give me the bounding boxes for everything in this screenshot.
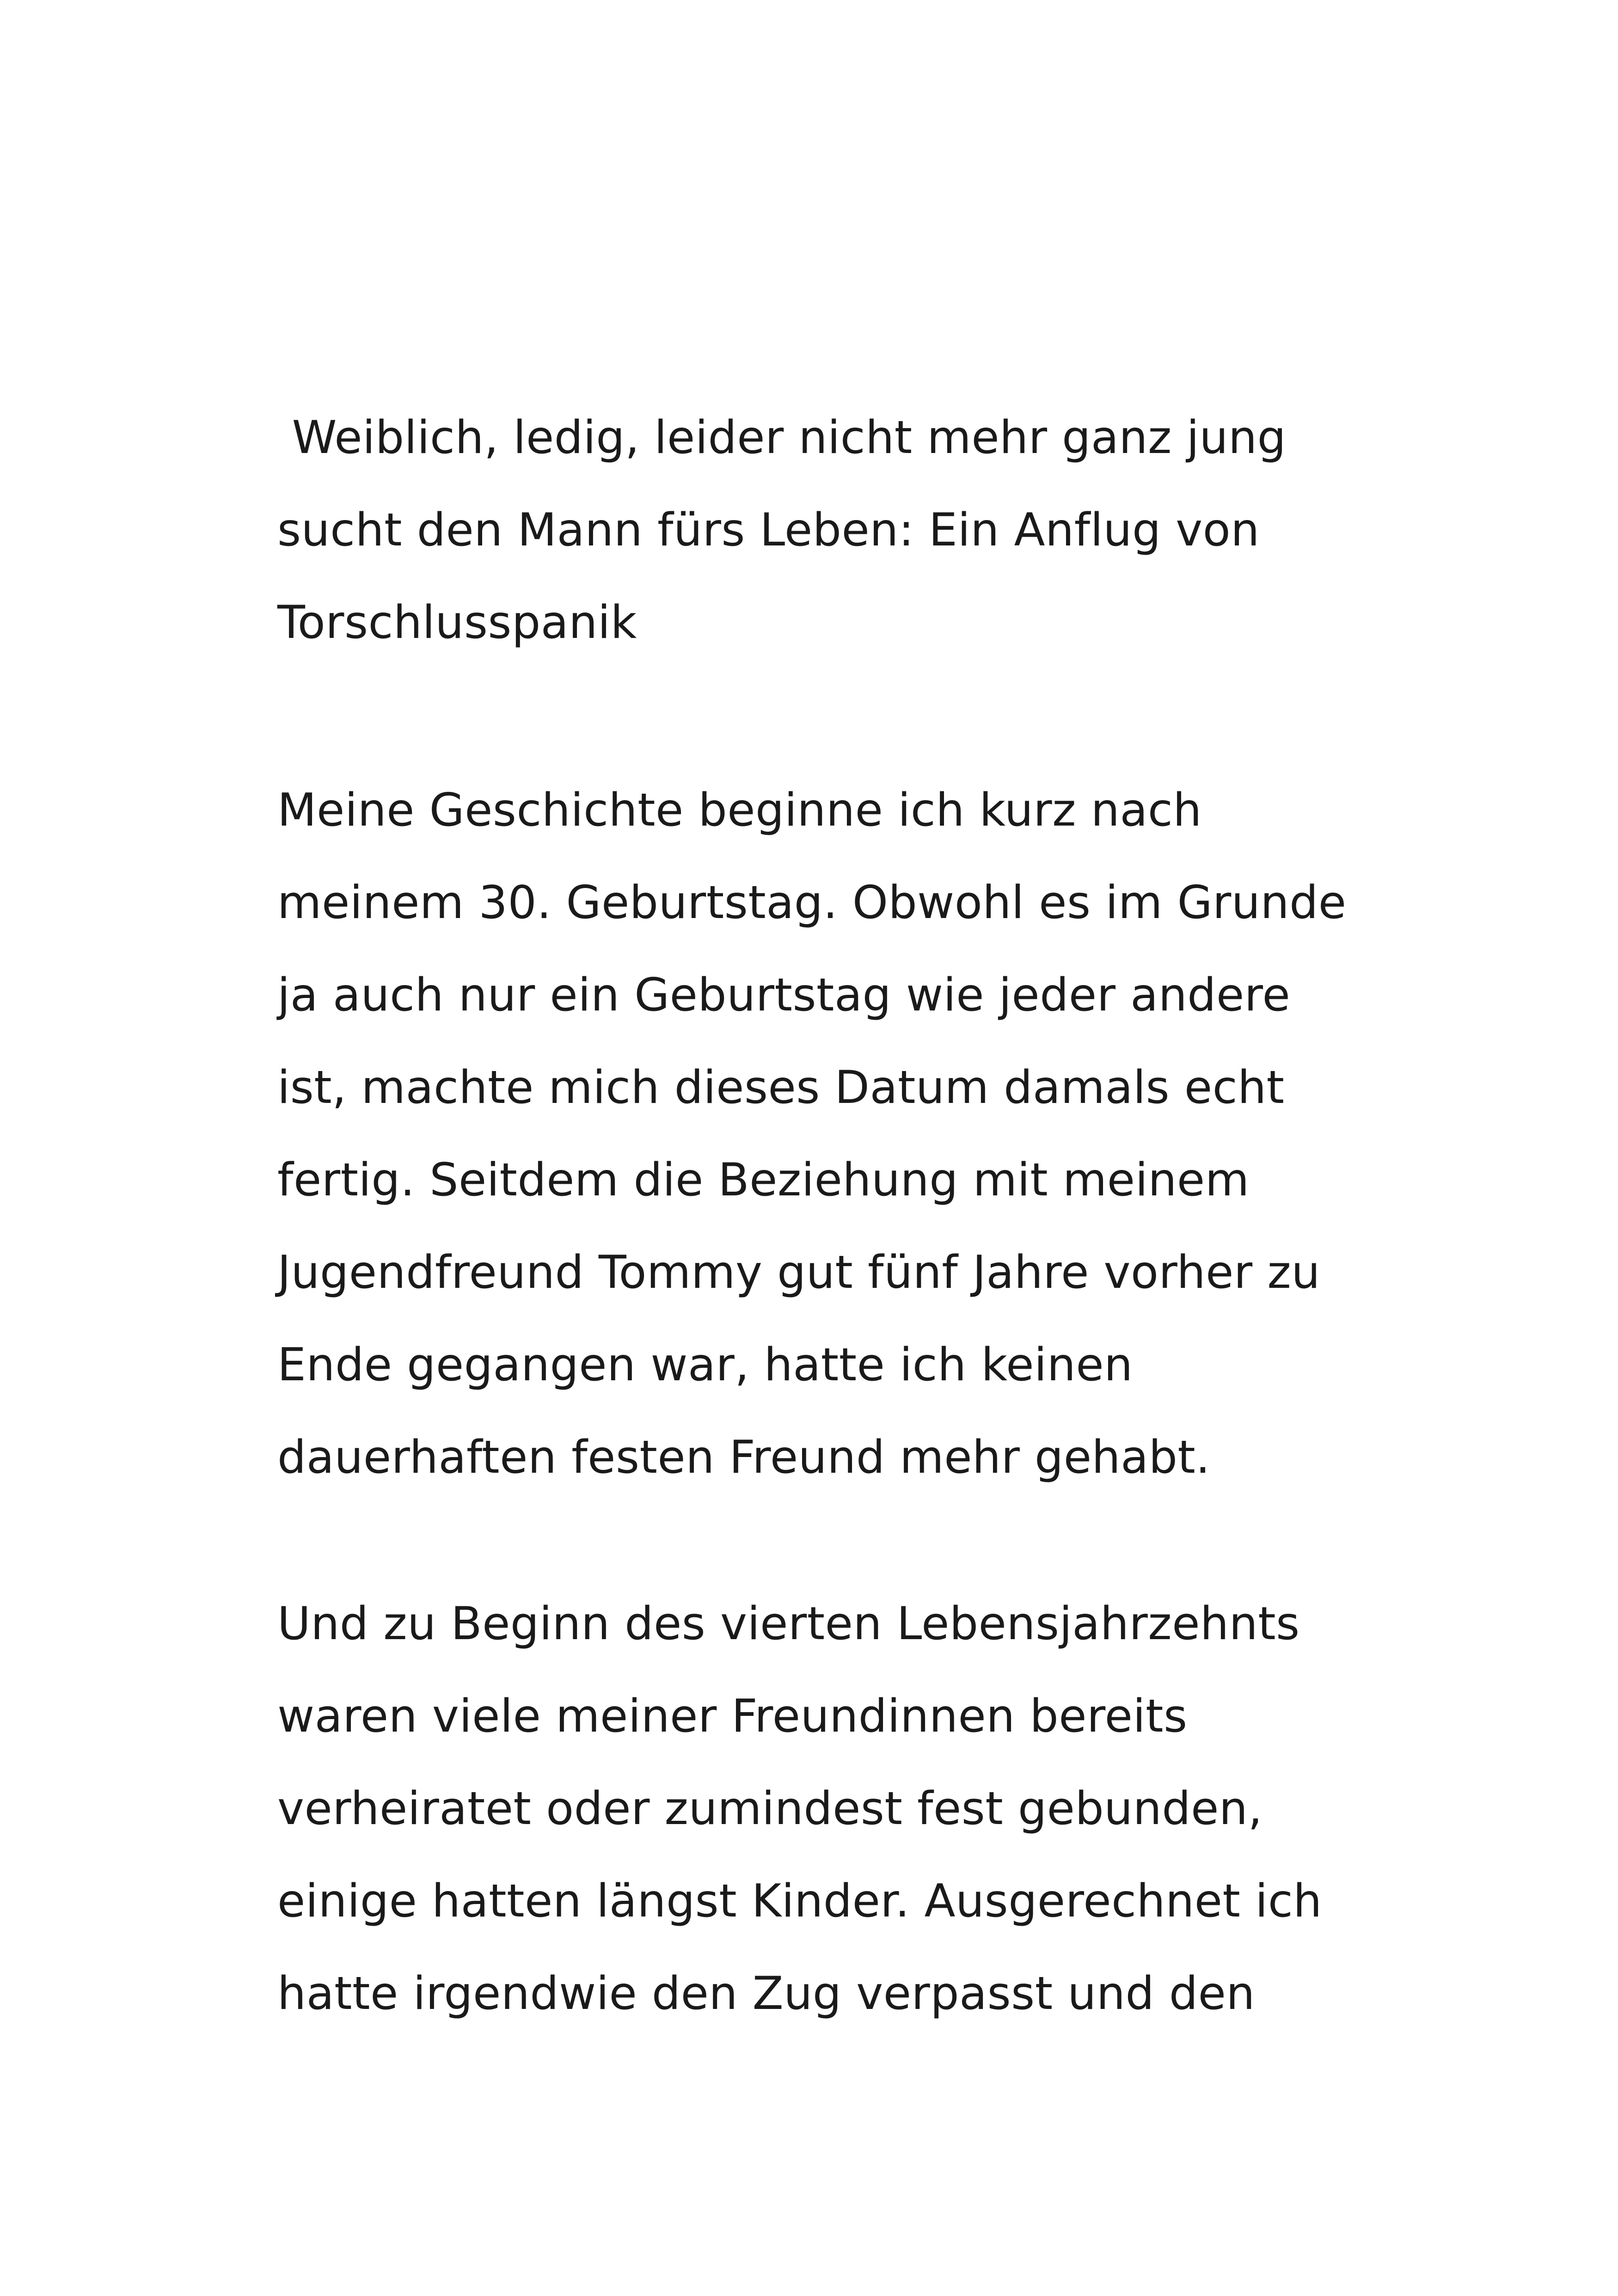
paragraph-line: Meine Geschichte beginne ich kurz nach bbox=[277, 784, 1202, 837]
document-title bbox=[277, 392, 1387, 669]
paragraph-line: Und zu Beginn des vierten Lebensjahrzehnts bbox=[277, 1598, 1300, 1650]
paragraph-line: Ende gegangen war, hatte ich keinen bbox=[277, 1339, 1133, 1391]
paragraph-line: ja auch nur ein Geburtstag wie jeder andere bbox=[277, 969, 1291, 1022]
paragraph-line: verheiratet oder zumindest fest gebunden, bbox=[277, 1782, 1263, 1835]
paragraph-line: dauerhaften festen Freund mehr gehabt. bbox=[277, 1431, 1210, 1484]
paragraph-line: Jugendfreund Tommy gut fünf Jahre vorher zu bbox=[277, 1246, 1320, 1299]
paragraph-line: einige hatten längst Kinder. Ausgerechnet ich bbox=[277, 1875, 1322, 1928]
paragraph-line: waren viele meiner Freundinnen bereits bbox=[277, 1690, 1188, 1743]
paragraph-1 bbox=[277, 764, 1387, 1504]
paragraph-line: meinem 30. Geburtstag. Obwohl es im Grunde bbox=[277, 876, 1347, 929]
paragraph-line: hatte irgendwie den Zug verpasst und den bbox=[277, 1967, 1255, 2020]
title-line: Torschlusspanik bbox=[277, 596, 637, 649]
title-line: sucht den Mann fürs Leben: Ein Anflug von bbox=[277, 504, 1260, 557]
title-line: Weiblich, ledig, leider nicht mehr ganz jung bbox=[277, 411, 1287, 464]
paragraph-2 bbox=[277, 1578, 1387, 2040]
paragraph-line: ist, machte mich dieses Datum damals echt bbox=[277, 1061, 1285, 1114]
paragraph-line: fertig. Seitdem die Beziehung mit meinem bbox=[277, 1154, 1250, 1206]
